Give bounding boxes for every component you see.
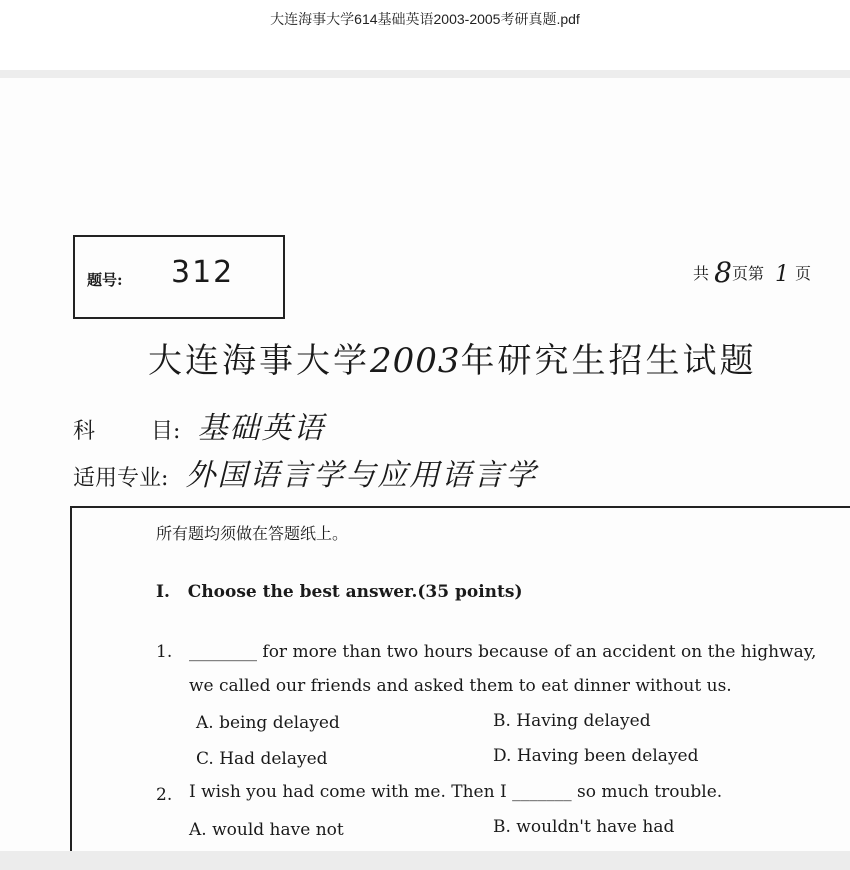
question-text: we called our friends and asked them to eat dinner without us. <box>189 676 732 696</box>
major-row <box>73 450 537 494</box>
question-number: 2. <box>156 785 173 805</box>
exam-title-prefix: 大连海事大学 <box>148 341 370 381</box>
answer-option: A. being delayed <box>196 713 340 733</box>
answer-option: B. wouldn't have had <box>493 817 675 837</box>
question-number-value: 312 <box>171 255 235 290</box>
answer-option: A. would have not <box>189 820 344 840</box>
page-bottom-gap <box>0 851 850 870</box>
question-number: 1. <box>156 642 173 662</box>
question-text: I wish you had come with me. Then I _______ so much trouble. <box>189 782 723 802</box>
section-title: Choose the best answer.(35 points) <box>187 582 523 602</box>
question-text: ________ for more than two hours because of an accident on the highway, <box>189 642 817 662</box>
subject-label-1: 科 <box>73 419 96 444</box>
exam-title-suffix: 年研究生招生试题 <box>460 341 757 381</box>
document-title: 大连海事大学614基础英语2003-2005考研真题.pdf <box>270 11 580 27</box>
page-separator <box>0 70 850 78</box>
exam-title <box>148 333 757 382</box>
section-number: I. <box>156 582 170 602</box>
answer-option: B. Having delayed <box>493 711 651 731</box>
answer-option: C. Had delayed <box>196 749 328 769</box>
notice-text: 所有题均须做在答题纸上。 <box>156 524 349 543</box>
answer-box-left-border <box>70 506 72 851</box>
subject-row <box>73 403 325 447</box>
answer-option: D. Having been delayed <box>493 746 699 766</box>
major-value: 外国语言学与应用语言学 <box>185 458 538 493</box>
page-current: 1 <box>775 262 790 287</box>
section-heading <box>156 582 523 602</box>
question-number-box <box>73 235 285 319</box>
page-total: 8 <box>714 256 732 289</box>
exam-year: 2003 <box>370 341 461 381</box>
question-number-label: 题号: <box>87 271 123 289</box>
subject-label-2: 目: <box>151 419 181 444</box>
viewer-toolbar <box>0 0 850 70</box>
page-mid: 页第 <box>731 264 764 283</box>
major-label: 适用专业: <box>73 466 169 491</box>
page-total-prefix: 共 <box>693 264 710 283</box>
pdf-page[interactable] <box>0 78 850 851</box>
page-suffix: 页 <box>795 264 812 283</box>
answer-box-top-border <box>70 506 850 508</box>
subject-value: 基础英语 <box>197 411 326 446</box>
page-count <box>693 256 811 289</box>
